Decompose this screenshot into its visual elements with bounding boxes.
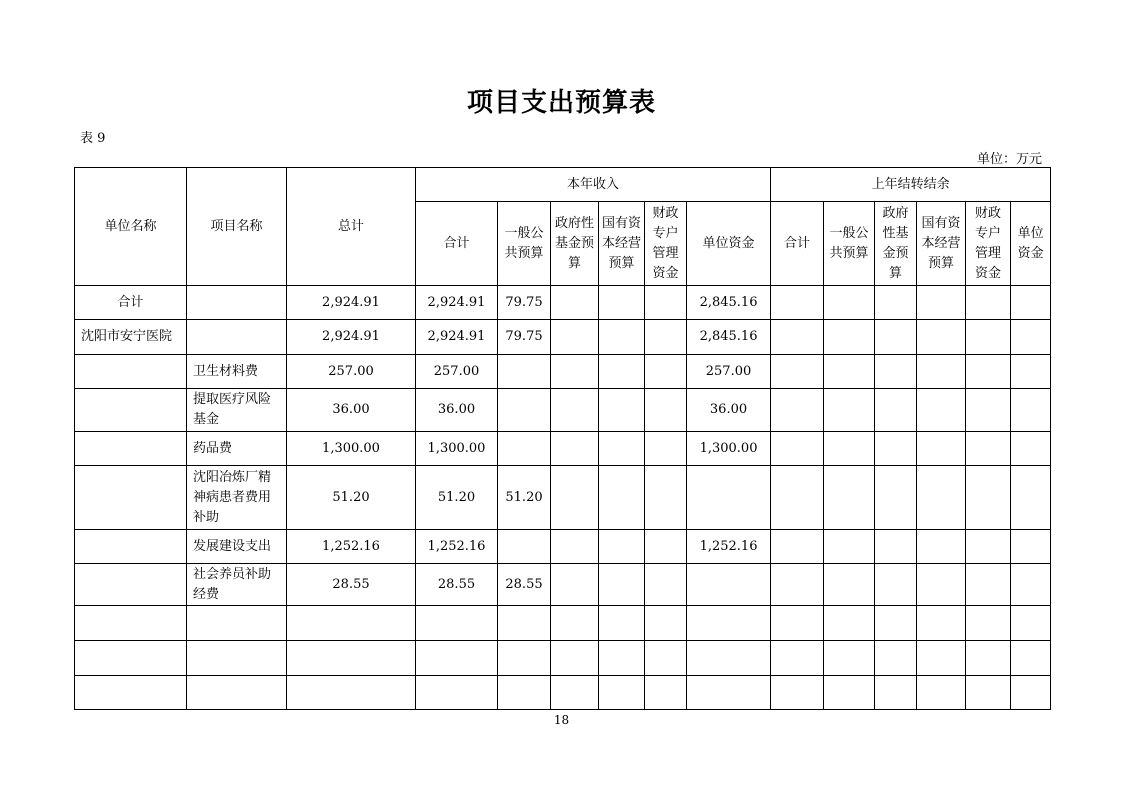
table-cell — [824, 641, 875, 676]
table-cell — [917, 564, 966, 606]
table-cell: 2,845.16 — [687, 286, 771, 320]
table-cell — [771, 389, 824, 432]
table-cell — [75, 676, 187, 710]
table-number: 表 9 — [80, 131, 106, 146]
table-cell: 28.55 — [287, 564, 416, 606]
table-cell — [771, 641, 824, 676]
table-cell — [966, 466, 1011, 530]
table-cell: 257.00 — [287, 355, 416, 389]
table-cell — [287, 641, 416, 676]
table-cell — [771, 286, 824, 320]
table-cell — [551, 286, 599, 320]
table-cell — [917, 606, 966, 641]
table-cell — [551, 389, 599, 432]
header-project-name: 项目名称 — [187, 168, 287, 286]
table-cell — [551, 676, 599, 710]
table-cell — [917, 320, 966, 355]
header-cy-special-account: 财政专户管理资金 — [645, 202, 687, 286]
table-cell — [645, 389, 687, 432]
table-cell: 28.55 — [498, 564, 551, 606]
table-cell — [599, 320, 645, 355]
table-cell — [824, 320, 875, 355]
header-co-fund-budget: 政府性基金预算 — [875, 202, 917, 286]
table-cell — [1011, 432, 1051, 466]
table-cell — [824, 564, 875, 606]
table-cell — [824, 606, 875, 641]
table-cell — [551, 606, 599, 641]
table-cell — [551, 530, 599, 564]
table-cell — [645, 530, 687, 564]
table-cell — [187, 606, 287, 641]
header-co-unit-funds: 单位资金 — [1011, 202, 1051, 286]
table-cell — [875, 676, 917, 710]
table-cell — [187, 676, 287, 710]
table-cell — [966, 320, 1011, 355]
table-cell — [599, 530, 645, 564]
table-cell — [687, 606, 771, 641]
table-cell: 沈阳市安宁医院 — [75, 320, 187, 355]
header-cy-fund-budget: 政府性基金预算 — [551, 202, 599, 286]
table-row — [75, 676, 1051, 710]
table-cell — [187, 641, 287, 676]
table-cell — [824, 432, 875, 466]
table-cell: 社会养员补助经费 — [187, 564, 287, 606]
table-cell — [75, 466, 187, 530]
table-cell — [917, 389, 966, 432]
table-cell — [875, 286, 917, 320]
table-cell: 发展建设支出 — [187, 530, 287, 564]
table-cell: 2,924.91 — [287, 286, 416, 320]
table-cell — [966, 641, 1011, 676]
table-cell — [416, 641, 498, 676]
table-cell — [875, 389, 917, 432]
table-row — [75, 641, 1051, 676]
table-cell: 79.75 — [498, 320, 551, 355]
table-cell: 1,252.16 — [416, 530, 498, 564]
table-cell: 79.75 — [498, 286, 551, 320]
table-cell — [824, 466, 875, 530]
table-cell — [599, 641, 645, 676]
table-cell — [645, 564, 687, 606]
table-cell — [771, 676, 824, 710]
table-cell — [1011, 564, 1051, 606]
table-row — [75, 606, 1051, 641]
table-cell — [551, 355, 599, 389]
header-unit-name: 单位名称 — [75, 168, 187, 286]
table-cell — [645, 606, 687, 641]
table-cell — [1011, 320, 1051, 355]
table-cell — [1011, 676, 1051, 710]
table-cell — [875, 564, 917, 606]
table-cell: 257.00 — [416, 355, 498, 389]
table-cell — [1011, 286, 1051, 320]
header-co-sum: 合计 — [771, 202, 824, 286]
table-cell: 卫生材料费 — [187, 355, 287, 389]
table-cell — [824, 530, 875, 564]
table-row — [75, 432, 1051, 466]
table-cell: 28.55 — [416, 564, 498, 606]
table-cell — [771, 466, 824, 530]
table-cell — [824, 355, 875, 389]
table-cell — [287, 676, 416, 710]
table-cell — [824, 676, 875, 710]
table-cell — [917, 641, 966, 676]
table-cell: 36.00 — [416, 389, 498, 432]
table-cell — [645, 641, 687, 676]
header-co-general-budget: 一般公共预算 — [824, 202, 875, 286]
table-cell — [917, 432, 966, 466]
table-cell — [551, 564, 599, 606]
table-cell — [599, 286, 645, 320]
table-cell — [1011, 606, 1051, 641]
table-cell — [498, 432, 551, 466]
table-row — [75, 564, 1051, 606]
table-cell: 2,924.91 — [416, 320, 498, 355]
table-cell — [917, 676, 966, 710]
table-cell — [551, 641, 599, 676]
table-cell — [875, 466, 917, 530]
header-co-special-account: 财政专户管理资金 — [966, 202, 1011, 286]
table-cell — [287, 606, 416, 641]
table-cell: 1,252.16 — [687, 530, 771, 564]
table-cell: 257.00 — [687, 355, 771, 389]
table-cell — [645, 466, 687, 530]
table-cell — [824, 389, 875, 432]
table-cell — [551, 320, 599, 355]
header-cy-general-budget: 一般公共预算 — [498, 202, 551, 286]
table-cell — [599, 389, 645, 432]
table-cell — [1011, 389, 1051, 432]
table-cell — [917, 466, 966, 530]
table-cell — [416, 606, 498, 641]
table-cell — [875, 606, 917, 641]
table-cell — [551, 432, 599, 466]
page-title: 项目支出预算表 — [466, 88, 656, 118]
table-cell — [771, 530, 824, 564]
table-cell — [771, 432, 824, 466]
table-cell — [498, 641, 551, 676]
table-cell — [75, 641, 187, 676]
table-cell — [645, 286, 687, 320]
table-cell — [771, 320, 824, 355]
table-cell: 2,924.91 — [416, 286, 498, 320]
table-row — [75, 286, 1051, 320]
table-cell: 1,300.00 — [416, 432, 498, 466]
table-cell: 1,300.00 — [287, 432, 416, 466]
table-cell: 沈阳冶炼厂精神病患者费用补助 — [187, 466, 287, 530]
table-cell — [771, 355, 824, 389]
page-number: 18 — [553, 713, 570, 727]
table-cell — [875, 641, 917, 676]
table-cell — [771, 564, 824, 606]
table-cell — [1011, 641, 1051, 676]
table-cell: 36.00 — [287, 389, 416, 432]
table-cell — [75, 389, 187, 432]
table-row — [75, 355, 1051, 389]
table-cell — [966, 355, 1011, 389]
table-cell — [1011, 530, 1051, 564]
budget-table — [74, 167, 1051, 710]
table-cell — [875, 355, 917, 389]
header-carryover: 上年结转结余 — [771, 168, 1051, 202]
table-cell — [966, 530, 1011, 564]
header-current-year-income: 本年收入 — [416, 168, 771, 202]
table-cell: 1,300.00 — [687, 432, 771, 466]
table-cell — [966, 286, 1011, 320]
table-cell — [75, 564, 187, 606]
table-cell: 2,845.16 — [687, 320, 771, 355]
table-header — [75, 168, 1051, 286]
table-cell — [645, 676, 687, 710]
table-cell — [498, 676, 551, 710]
table-cell: 合计 — [75, 286, 187, 320]
table-cell: 51.20 — [416, 466, 498, 530]
table-cell — [966, 432, 1011, 466]
table-cell — [599, 606, 645, 641]
table-cell — [187, 320, 287, 355]
table-cell — [875, 530, 917, 564]
header-cy-unit-funds: 单位资金 — [687, 202, 771, 286]
table-cell — [687, 466, 771, 530]
table-cell — [917, 286, 966, 320]
table-cell — [599, 466, 645, 530]
table-cell — [599, 432, 645, 466]
table-cell — [917, 355, 966, 389]
table-cell — [498, 355, 551, 389]
table-cell — [966, 676, 1011, 710]
header-co-capital-budget: 国有资本经营预算 — [917, 202, 966, 286]
table-cell — [687, 676, 771, 710]
table-cell — [551, 466, 599, 530]
table-cell — [498, 389, 551, 432]
table-cell — [645, 320, 687, 355]
table-cell — [1011, 355, 1051, 389]
table-cell — [599, 676, 645, 710]
table-cell — [498, 606, 551, 641]
table-cell: 药品费 — [187, 432, 287, 466]
header-total: 总计 — [287, 168, 416, 286]
table-row — [75, 530, 1051, 564]
table-cell — [75, 355, 187, 389]
table-row — [75, 389, 1051, 432]
table-cell — [875, 320, 917, 355]
table-cell — [824, 286, 875, 320]
table-cell — [966, 606, 1011, 641]
table-body — [75, 286, 1051, 710]
table-cell — [75, 606, 187, 641]
table-cell — [645, 432, 687, 466]
table-cell — [645, 355, 687, 389]
table-cell — [75, 530, 187, 564]
table-cell: 1,252.16 — [287, 530, 416, 564]
table-cell — [966, 564, 1011, 606]
table-cell — [687, 641, 771, 676]
table-cell — [599, 564, 645, 606]
table-cell — [687, 564, 771, 606]
table-cell — [187, 286, 287, 320]
table-cell: 51.20 — [287, 466, 416, 530]
table-row — [75, 320, 1051, 355]
header-cy-sum: 合计 — [416, 202, 498, 286]
table-cell — [917, 530, 966, 564]
unit-label: 单位：万元 — [976, 152, 1042, 167]
table-cell — [966, 389, 1011, 432]
header-cy-capital-budget: 国有资本经营预算 — [599, 202, 645, 286]
table-cell — [75, 432, 187, 466]
table-cell: 51.20 — [498, 466, 551, 530]
table-cell — [875, 432, 917, 466]
table-cell: 2,924.91 — [287, 320, 416, 355]
table-cell — [599, 355, 645, 389]
table-cell — [1011, 466, 1051, 530]
table-row — [75, 466, 1051, 530]
table-cell — [416, 676, 498, 710]
table-cell — [498, 530, 551, 564]
table-cell — [771, 606, 824, 641]
table-cell: 36.00 — [687, 389, 771, 432]
table-cell: 提取医疗风险基金 — [187, 389, 287, 432]
